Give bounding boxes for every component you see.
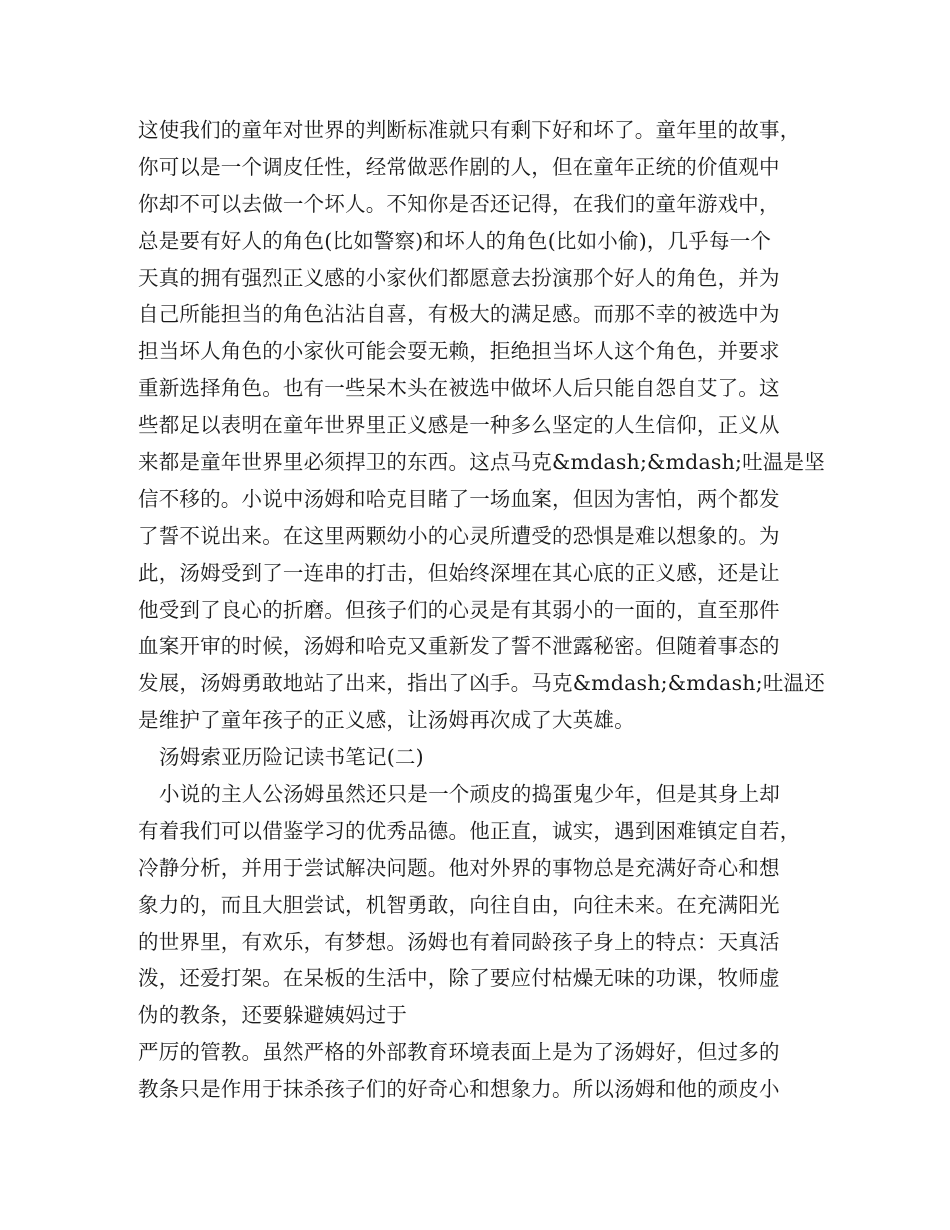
text-line: 来都是童年世界里必须捍卫的东西。这点马克&mdash;&mdash;吐温是坚 <box>138 450 825 475</box>
text-line: 冷静分析，并用于尝试解决问题。他对外界的事物总是充满好奇心和想 <box>138 855 780 880</box>
text-line: 泼，还爱打架。在呆板的生活中，除了要应付枯燥无味的功课，牧师虚 <box>138 966 780 991</box>
text-line: 血案开审的时候，汤姆和哈克又重新发了誓不泄露秘密。但随着事态的 <box>138 634 780 659</box>
text-line: 重新选择角色。也有一些呆木头在被选中做坏人后只能自怨自艾了。这 <box>138 376 780 401</box>
text-line: 是维护了童年孩子的正义感，让汤姆再次成了大英雄。 <box>138 708 635 733</box>
text-line: 严厉的管教。虽然严格的外部教育环境表面上是为了汤姆好，但过多的 <box>138 1040 780 1065</box>
body-text <box>138 112 838 1108</box>
section-heading: 汤姆索亚历险记读书笔记(二) <box>159 745 424 770</box>
text-line: 你可以是一个调皮任性，经常做恶作剧的人，但在童年正统的价值观中 <box>138 154 780 179</box>
text-line: 伪的教条，还要躲避姨妈过于 <box>138 1003 408 1028</box>
text-line: 象力的，而且大胆尝试，机智勇敢，向往自由，向往未来。在充满阳光 <box>138 892 780 917</box>
text-line: 自己所能担当的角色沾沾自喜，有极大的满足感。而那不幸的被选中为 <box>138 302 780 327</box>
text-line: 天真的拥有强烈正义感的小家伙们都愿意去扮演那个好人的角色，并为 <box>138 265 780 290</box>
text-line: 小说的主人公汤姆虽然还只是一个顽皮的捣蛋鬼少年，但是其身上却 <box>159 782 780 807</box>
text-line: 这使我们的童年对世界的判断标准就只有剩下好和坏了。童年里的故事， <box>138 118 801 142</box>
text-line: 有着我们可以借鉴学习的优秀品德。他正直，诚实，遇到困难镇定自若， <box>138 818 801 843</box>
text-line: 总是要有好人的角色(比如警察)和坏人的角色(比如小偷)，几乎每一个 <box>138 228 772 253</box>
text-line: 他受到了良心的折磨。但孩子们的心灵是有其弱小的一面的，直至那件 <box>138 597 780 622</box>
text-line: 的世界里，有欢乐，有梦想。汤姆也有着同龄孩子身上的特点：天真活 <box>138 929 780 954</box>
text-line: 教条只是作用于抹杀孩子们的好奇心和想象力。所以汤姆和他的顽皮小 <box>138 1077 780 1102</box>
text-line: 发展，汤姆勇敢地站了出来，指出了凶手。马克&mdash;&mdash;吐温还 <box>138 671 825 696</box>
text-line: 此，汤姆受到了一连串的打击，但始终深埋在其心底的正义感，还是让 <box>138 560 780 585</box>
text-line: 担当坏人角色的小家伙可能会耍无赖，拒绝担当坏人这个角色，并要求 <box>138 339 780 364</box>
text-line: 你却不可以去做一个坏人。不知你是否还记得，在我们的童年游戏中， <box>138 191 780 216</box>
text-line: 信不移的。小说中汤姆和哈克目睹了一场血案，但因为害怕，两个都发 <box>138 486 780 511</box>
text-line: 些都足以表明在童年世界里正义感是一种多么坚定的人生信仰，正义从 <box>138 413 780 438</box>
text-line: 了誓不说出来。在这里两颗幼小的心灵所遭受的恐惧是难以想象的。为 <box>138 523 780 548</box>
